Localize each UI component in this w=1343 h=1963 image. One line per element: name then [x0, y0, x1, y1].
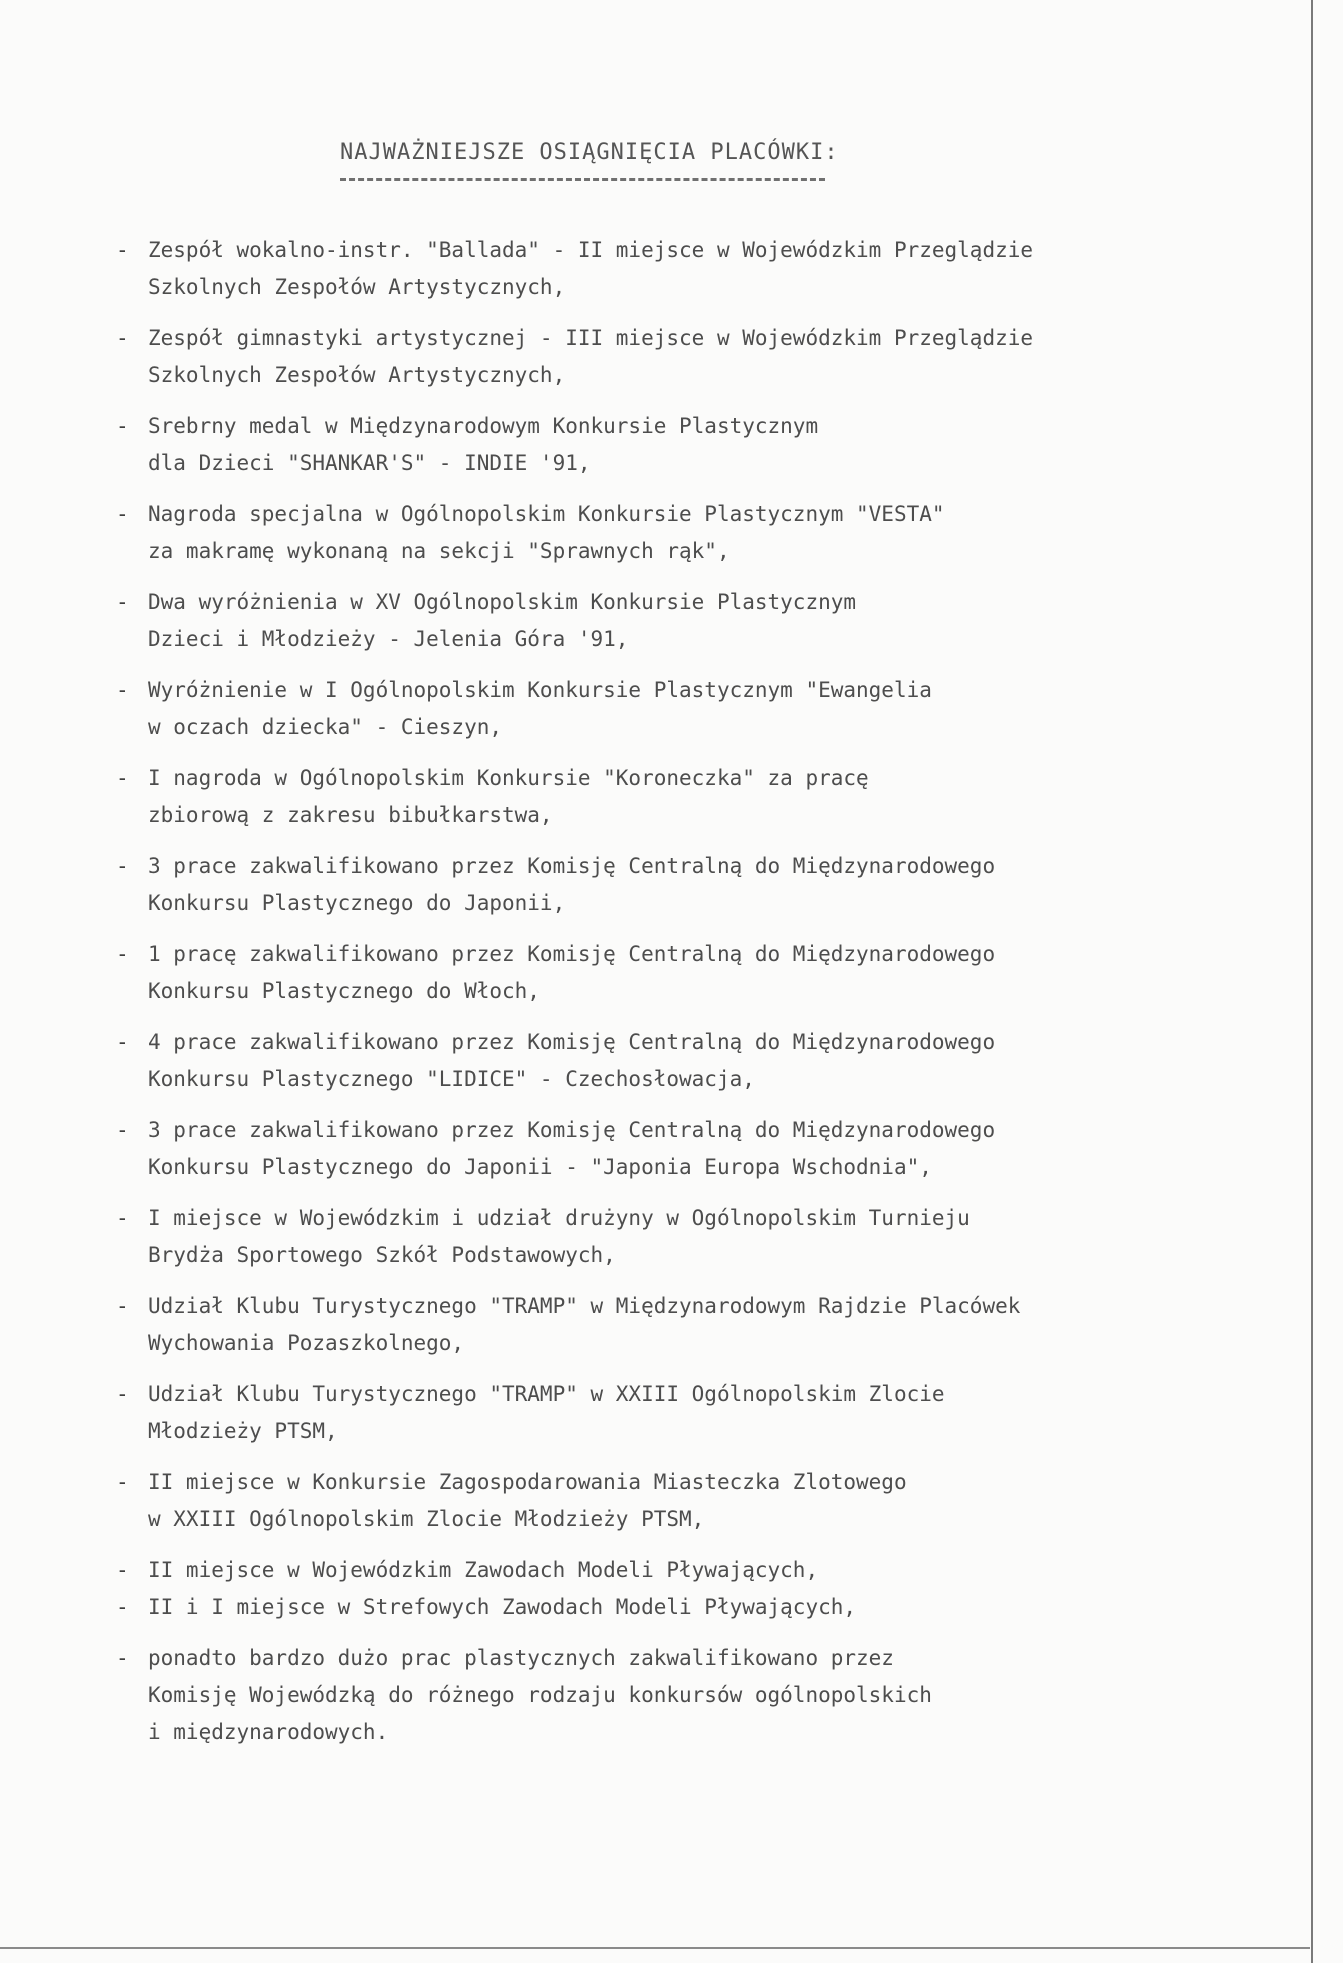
list-item-line: 3 prace zakwalifikowano przez Komisję Centralną do Międzynarodowego [148, 1118, 996, 1142]
list-item-line: Konkursu Plastycznego do Włoch, [148, 979, 540, 1003]
list-item-line: II miejsce w Konkursie Zagospodarowania Miasteczka Zlotowego [148, 1470, 907, 1494]
list-item [110, 760, 1240, 834]
list-item-line: w XXIII Ogólnopolskim Zlocie Młodzieży PTSM, [148, 1507, 705, 1531]
page-edge-right [1311, 0, 1313, 1963]
list-bullet: - [116, 1558, 129, 1582]
list-bullet: - [116, 942, 129, 966]
list-item [110, 1200, 1240, 1274]
list-bullet: - [116, 1030, 129, 1054]
list-bullet: - [116, 1118, 129, 1142]
list-bullet: - [116, 1470, 129, 1494]
list-item-line: Zespół wokalno-instr. "Ballada" - II miejsce w Wojewódzkim Przeglądzie [148, 238, 1034, 262]
list-bullet: - [116, 678, 129, 702]
list-item [110, 1112, 1240, 1186]
list-item-line: Nagroda specjalna w Ogólnopolskim Konkursie Plastycznym "VESTA" [148, 502, 945, 526]
list-item-line: I nagroda w Ogólnopolskim Konkursie "Koroneczka" za pracę [148, 766, 869, 790]
list-bullet: - [116, 1382, 129, 1406]
list-item-line: Szkolnych Zespołów Artystycznych, [148, 275, 566, 299]
list-item-line: Dzieci i Młodzieży - Jelenia Góra '91, [148, 627, 629, 651]
list-item-line: ponadto bardzo dużo prac plastycznych zakwalifikowano przez [148, 1646, 894, 1670]
list-bullet: - [116, 1294, 129, 1318]
list-item-line: za makramę wykonaną na sekcji "Sprawnych rąk", [148, 539, 730, 563]
list-item [110, 672, 1240, 746]
list-item-line: Wyróżnienie w I Ogólnopolskim Konkursie Plastycznym "Ewangelia [148, 678, 932, 702]
list-item-line: w oczach dziecka" - Cieszyn, [148, 715, 503, 739]
list-item [110, 936, 1240, 1010]
list-item-line: Udział Klubu Turystycznego "TRAMP" w Międzynarodowym Rajdzie Placówek [148, 1294, 1021, 1318]
list-item-line: Konkursu Plastycznego do Japonii, [148, 891, 566, 915]
list-item-line: Konkursu Plastycznego do Japonii - "Japonia Europa Wschodnia", [148, 1155, 932, 1179]
list-item [110, 1288, 1240, 1362]
list-item [110, 1376, 1240, 1450]
title-underline [340, 178, 825, 181]
list-item-line: 4 prace zakwalifikowano przez Komisję Centralną do Międzynarodowego [148, 1030, 996, 1054]
list-item [110, 1589, 1240, 1626]
list-item-line: Srebrny medal w Międzynarodowym Konkursie Plastycznym [148, 414, 819, 438]
list-bullet: - [116, 766, 129, 790]
list-item [110, 1552, 1240, 1589]
list-item-line: Udział Klubu Turystycznego "TRAMP" w XXIII Ogólnopolskim Zlocie [148, 1382, 945, 1406]
list-bullet: - [116, 1595, 129, 1619]
list-bullet: - [116, 854, 129, 878]
list-item-line: II i I miejsce w Strefowych Zawodach Modeli Pływających, [148, 1595, 857, 1619]
list-bullet: - [116, 1206, 129, 1230]
list-item [110, 320, 1240, 394]
list-item-line: Szkolnych Zespołów Artystycznych, [148, 363, 566, 387]
page-title: NAJWAŻNIEJSZE OSIĄGNIĘCIA PLACÓWKI: [340, 140, 839, 165]
list-item-line: zbiorową z zakresu bibułkarstwa, [148, 803, 553, 827]
list-item-line: Zespół gimnastyki artystycznej - III miejsce w Wojewódzkim Przeglądzie [148, 326, 1034, 350]
list-item-line: 3 prace zakwalifikowano przez Komisję Centralną do Międzynarodowego [148, 854, 996, 878]
list-item-line: II miejsce w Wojewódzkim Zawodach Modeli Pływających, [148, 1558, 819, 1582]
list-item-line: Młodzieży PTSM, [148, 1419, 338, 1443]
list-item-line: Wychowania Pozaszkolnego, [148, 1331, 465, 1355]
list-bullet: - [116, 1646, 129, 1670]
page-edge-bottom [0, 1947, 1310, 1949]
list-item-line: i międzynarodowych. [148, 1720, 389, 1744]
list-item [110, 408, 1240, 482]
list-item-line: Dwa wyróżnienia w XV Ogólnopolskim Konkursie Plastycznym [148, 590, 857, 614]
list-item-line: dla Dzieci "SHANKAR'S" - INDIE '91, [148, 451, 591, 475]
list-bullet: - [116, 326, 129, 350]
achievements-list [110, 232, 1240, 1765]
list-item [110, 232, 1240, 306]
list-item-line: I miejsce w Wojewódzkim i udział drużyny w Ogólnopolskim Turnieju [148, 1206, 970, 1230]
list-item-line: Brydża Sportowego Szkół Podstawowych, [148, 1243, 616, 1267]
list-item-line: Konkursu Plastycznego "LIDICE" - Czechosłowacja, [148, 1067, 755, 1091]
list-bullet: - [116, 238, 129, 262]
list-item [110, 1464, 1240, 1538]
list-bullet: - [116, 502, 129, 526]
list-item [110, 584, 1240, 658]
list-bullet: - [116, 414, 129, 438]
list-item [110, 1024, 1240, 1098]
list-bullet: - [116, 590, 129, 614]
list-item [110, 1640, 1240, 1751]
list-item-line: 1 pracę zakwalifikowano przez Komisję Centralną do Międzynarodowego [148, 942, 996, 966]
list-item-line: Komisję Wojewódzką do różnego rodzaju konkursów ogólnopolskich [148, 1683, 932, 1707]
list-item [110, 496, 1240, 570]
list-item [110, 848, 1240, 922]
